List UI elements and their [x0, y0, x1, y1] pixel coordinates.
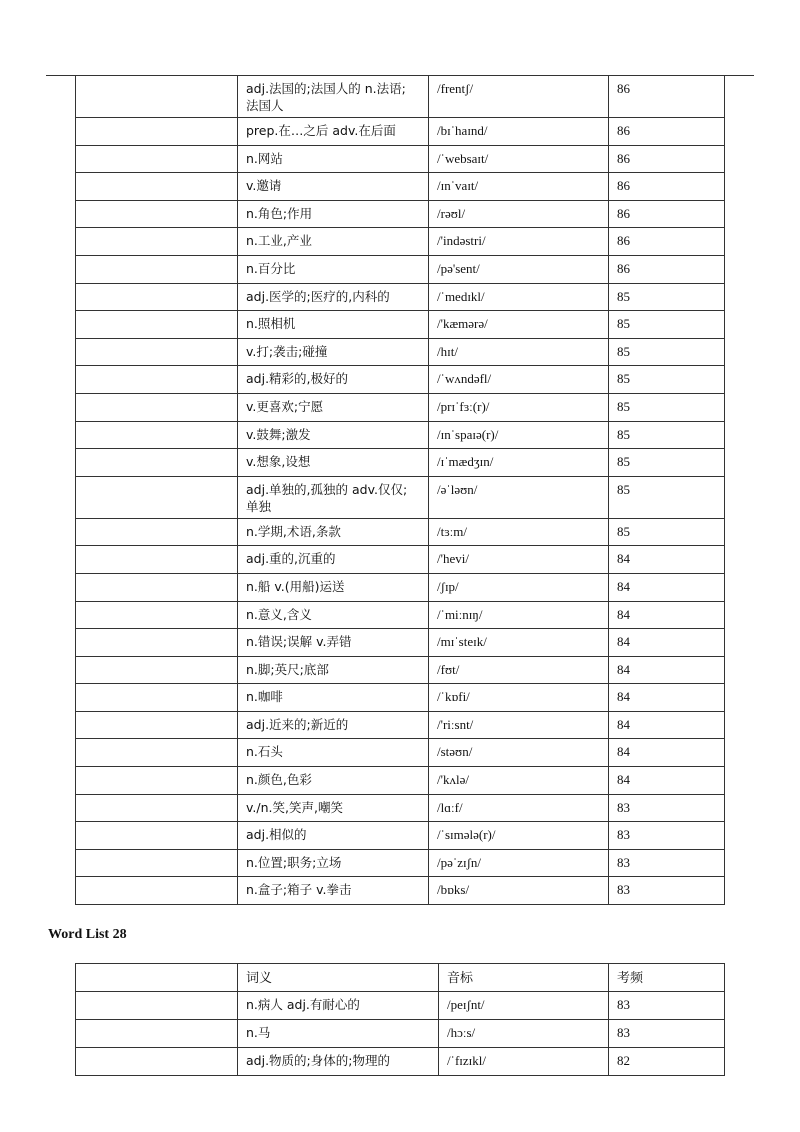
phonetic-cell: /ˈmedɪkl/	[429, 283, 609, 311]
table-row	[76, 338, 725, 366]
phonetic-cell: /hɪt/	[429, 338, 609, 366]
word-cell	[76, 1048, 238, 1076]
table-row	[76, 366, 725, 394]
phonetic-cell: /ˈwebsaɪt/	[429, 145, 609, 173]
definition-cell: n.马	[238, 1020, 439, 1048]
phonetic-cell: /ˈsɪmələ(r)/	[429, 822, 609, 850]
phonetic-cell: /tɜːm/	[429, 518, 609, 546]
table-row	[76, 76, 725, 118]
table-row	[76, 739, 725, 767]
phonetic-cell: /hɔːs/	[439, 1020, 609, 1048]
word-cell	[76, 1020, 238, 1048]
word-cell	[76, 711, 238, 739]
table-row	[76, 822, 725, 850]
frequency-cell: 86	[609, 173, 725, 201]
word-cell	[76, 283, 238, 311]
definition-cell: adj.重的,沉重的	[238, 546, 429, 574]
table-row	[76, 629, 725, 657]
table-row	[76, 200, 725, 228]
definition-cell: adj.法国的;法国人的 n.法语; 法国人	[238, 76, 429, 118]
phonetic-cell: /ɪˈmædʒɪn/	[429, 449, 609, 477]
word-cell	[76, 739, 238, 767]
frequency-cell: 84	[609, 546, 725, 574]
word-cell	[76, 145, 238, 173]
frequency-cell: 86	[609, 145, 725, 173]
word-cell	[76, 518, 238, 546]
definition-cell: n.石头	[238, 739, 429, 767]
definition-cell: n.网站	[238, 145, 429, 173]
table-row	[76, 393, 725, 421]
phonetic-cell: /fʊt/	[429, 656, 609, 684]
header-word	[76, 964, 238, 992]
phonetic-cell: /bɪˈhaɪnd/	[429, 118, 609, 146]
phonetic-cell: /ˈwʌndəfl/	[429, 366, 609, 394]
table-row	[76, 767, 725, 795]
header-frequency: 考频	[609, 964, 725, 992]
table-row	[76, 228, 725, 256]
table-row	[76, 173, 725, 201]
frequency-cell: 85	[609, 421, 725, 449]
phonetic-cell: /lɑːf/	[429, 794, 609, 822]
table-row	[76, 449, 725, 477]
phonetic-cell: /prɪˈfɜː(r)/	[429, 393, 609, 421]
frequency-cell: 83	[609, 1020, 725, 1048]
phonetic-cell: /ɪnˈvaɪt/	[429, 173, 609, 201]
frequency-cell: 85	[609, 476, 725, 518]
table-row	[76, 255, 725, 283]
frequency-cell: 83	[609, 849, 725, 877]
frequency-cell: 84	[609, 601, 725, 629]
table-row	[76, 1020, 725, 1048]
definition-cell: n.工业,产业	[238, 228, 429, 256]
frequency-cell: 84	[609, 684, 725, 712]
word-cell	[76, 656, 238, 684]
phonetic-cell: /'kʌlə/	[429, 767, 609, 795]
phonetic-cell: /pə'sent/	[429, 255, 609, 283]
word-cell	[76, 992, 238, 1020]
frequency-cell: 86	[609, 255, 725, 283]
definition-cell: v.邀请	[238, 173, 429, 201]
word-cell	[76, 877, 238, 905]
definition-cell: adj.单独的,孤独的 adv.仅仅; 单独	[238, 476, 429, 518]
definition-cell: n.照相机	[238, 311, 429, 339]
word-cell	[76, 255, 238, 283]
word-cell	[76, 421, 238, 449]
definition-cell: n.咖啡	[238, 684, 429, 712]
table-row	[76, 711, 725, 739]
frequency-cell: 83	[609, 794, 725, 822]
table-row	[76, 992, 725, 1020]
word-cell	[76, 118, 238, 146]
table-row	[76, 877, 725, 905]
table-row	[76, 476, 725, 518]
table-header-row	[76, 964, 725, 992]
table-row	[76, 118, 725, 146]
word-cell	[76, 76, 238, 118]
definition-cell: n.角色;作用	[238, 200, 429, 228]
definition-cell: n.位置;职务;立场	[238, 849, 429, 877]
table-row	[76, 311, 725, 339]
table-row	[76, 684, 725, 712]
definition-cell: adj.精彩的,极好的	[238, 366, 429, 394]
frequency-cell: 82	[609, 1048, 725, 1076]
definition-cell: n.船 v.(用船)运送	[238, 573, 429, 601]
definition-cell: adj.相似的	[238, 822, 429, 850]
definition-cell: n.病人 adj.有耐心的	[238, 992, 439, 1020]
definition-cell: prep.在…之后 adv.在后面	[238, 118, 429, 146]
frequency-cell: 86	[609, 118, 725, 146]
header-definition: 词义	[238, 964, 439, 992]
frequency-cell: 84	[609, 767, 725, 795]
section-title: Word List 28	[48, 927, 127, 942]
phonetic-cell: /stəʊn/	[429, 739, 609, 767]
phonetic-cell: /ʃɪp/	[429, 573, 609, 601]
definition-cell: v.更喜欢;宁愿	[238, 393, 429, 421]
phonetic-cell: /pəˈzɪʃn/	[429, 849, 609, 877]
phonetic-cell: /frentʃ/	[429, 76, 609, 118]
word-cell	[76, 311, 238, 339]
definition-cell: n.意义,含义	[238, 601, 429, 629]
word-cell	[76, 794, 238, 822]
phonetic-cell: /mɪˈsteɪk/	[429, 629, 609, 657]
frequency-cell: 83	[609, 877, 725, 905]
table-row	[76, 601, 725, 629]
phonetic-cell: /bɒks/	[429, 877, 609, 905]
phonetic-cell: /'kæmərə/	[429, 311, 609, 339]
word-cell	[76, 366, 238, 394]
frequency-cell: 86	[609, 76, 725, 118]
table-row	[76, 1048, 725, 1076]
frequency-cell: 85	[609, 393, 725, 421]
frequency-cell: 85	[609, 366, 725, 394]
table-row	[76, 546, 725, 574]
table-row	[76, 573, 725, 601]
table-row	[76, 283, 725, 311]
frequency-cell: 84	[609, 656, 725, 684]
definition-cell: v.打;袭击;碰撞	[238, 338, 429, 366]
table-row	[76, 656, 725, 684]
table-row	[76, 794, 725, 822]
word-cell	[76, 449, 238, 477]
word-cell	[76, 767, 238, 795]
phonetic-cell: /rəʊl/	[429, 200, 609, 228]
phonetic-cell: /'riːsnt/	[429, 711, 609, 739]
table-row	[76, 849, 725, 877]
definition-cell: v./n.笑,笑声,嘲笑	[238, 794, 429, 822]
frequency-cell: 85	[609, 311, 725, 339]
phonetic-cell: /peɪʃnt/	[439, 992, 609, 1020]
table-row	[76, 518, 725, 546]
word-cell	[76, 546, 238, 574]
frequency-cell: 83	[609, 822, 725, 850]
definition-cell: adj.近来的;新近的	[238, 711, 429, 739]
word-cell	[76, 629, 238, 657]
definition-cell: adj.医学的;医疗的,内科的	[238, 283, 429, 311]
frequency-cell: 84	[609, 573, 725, 601]
frequency-cell: 86	[609, 228, 725, 256]
word-cell	[76, 200, 238, 228]
table-row	[76, 421, 725, 449]
frequency-cell: 84	[609, 739, 725, 767]
word-cell	[76, 601, 238, 629]
frequency-cell: 84	[609, 629, 725, 657]
table-row	[76, 145, 725, 173]
frequency-cell: 85	[609, 518, 725, 546]
frequency-cell: 83	[609, 992, 725, 1020]
definition-cell: n.脚;英尺;底部	[238, 656, 429, 684]
word-list-28-table	[75, 963, 725, 1076]
phonetic-cell: /ˈmiːnɪŋ/	[429, 601, 609, 629]
definition-cell: adj.物质的;身体的;物理的	[238, 1048, 439, 1076]
frequency-cell: 85	[609, 338, 725, 366]
word-cell	[76, 573, 238, 601]
phonetic-cell: /əˈləʊn/	[429, 476, 609, 518]
word-cell	[76, 822, 238, 850]
frequency-cell: 85	[609, 449, 725, 477]
word-cell	[76, 173, 238, 201]
word-cell	[76, 393, 238, 421]
definition-cell: n.百分比	[238, 255, 429, 283]
word-cell	[76, 684, 238, 712]
phonetic-cell: /ˈkɒfi/	[429, 684, 609, 712]
definition-cell: n.盒子;箱子 v.拳击	[238, 877, 429, 905]
phonetic-cell: /ɪnˈspaɪə(r)/	[429, 421, 609, 449]
definition-cell: v.鼓舞;激发	[238, 421, 429, 449]
word-cell	[76, 228, 238, 256]
header-phonetic: 音标	[439, 964, 609, 992]
definition-cell: v.想象,设想	[238, 449, 429, 477]
phonetic-cell: /'hevi/	[429, 546, 609, 574]
phonetic-cell: /ˈfɪzɪkl/	[439, 1048, 609, 1076]
word-cell	[76, 338, 238, 366]
definition-cell: n.学期,术语,条款	[238, 518, 429, 546]
word-cell	[76, 476, 238, 518]
word-table-continued	[75, 75, 725, 905]
frequency-cell: 86	[609, 200, 725, 228]
frequency-cell: 85	[609, 283, 725, 311]
phonetic-cell: /'indəstri/	[429, 228, 609, 256]
frequency-cell: 84	[609, 711, 725, 739]
definition-cell: n.错误;误解 v.弄错	[238, 629, 429, 657]
definition-cell: n.颜色,色彩	[238, 767, 429, 795]
word-cell	[76, 849, 238, 877]
